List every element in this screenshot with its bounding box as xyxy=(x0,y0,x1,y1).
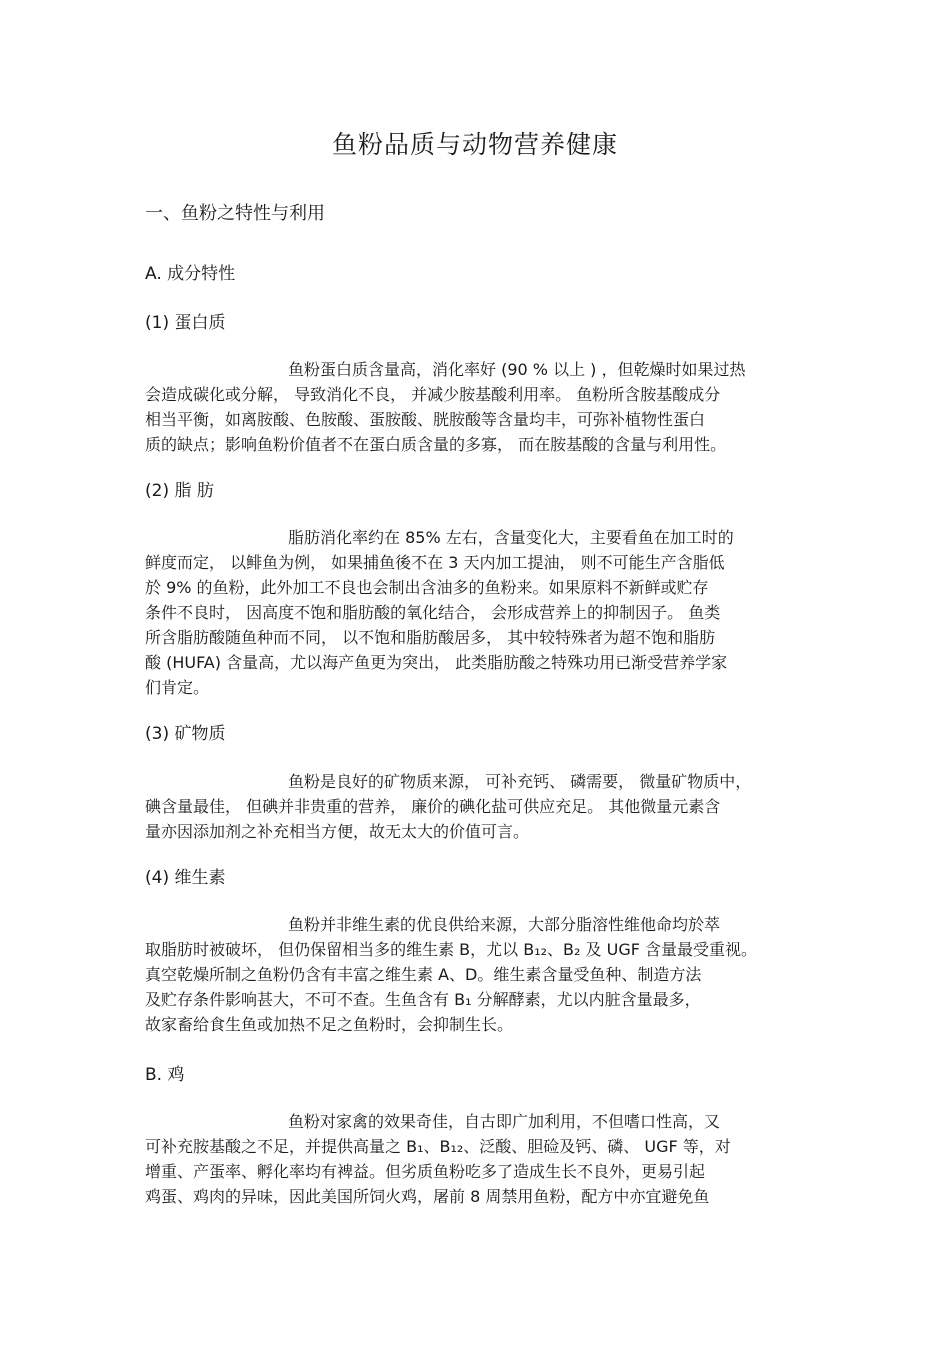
paragraph-line: 碘含量最佳， 但碘并非贵重的营养， 廉价的碘化盐可供应充足。 其他微量元素含 xyxy=(145,797,721,816)
paragraph-line: 相当平衡，如离胺酸、色胺酸、蛋胺酸、胱胺酸等含量均丰，可弥补植物性蛋白 xyxy=(145,410,706,429)
paragraph-line: 所含脂肪酸随鱼种而不同， 以不饱和脂肪酸居多， 其中较特殊者为超不饱和脂肪 xyxy=(145,628,716,647)
vitamin-heading: (4) 维生素 xyxy=(145,868,226,888)
paragraph-line: 鱼粉蛋白质含量高，消化率好 (90 % 以上 ) ，但乾燥时如果过热 xyxy=(288,360,746,379)
paragraph-line: 会造成碳化或分解， 导致消化不良， 并减少胺基酸利用率。 鱼粉所含胺基酸成分 xyxy=(145,385,721,404)
vitamin-paragraph xyxy=(145,912,810,1037)
paragraph-line: 量亦因添加剂之补充相当方便，故无太大的价值可言。 xyxy=(145,822,530,841)
paragraph-line: 条件不良时， 因高度不饱和脂肪酸的氧化结合， 会形成营养上的抑制因子。 鱼类 xyxy=(145,603,721,622)
paragraph-line: 酸 (HUFA) 含量高，尤以海产鱼更为突出， 此类脂肪酸之特殊功用已渐受营养学家 xyxy=(145,653,728,672)
paragraph-line: 及贮存条件影响甚大，不可不查。生鱼含有 B₁ 分解酵素，尤以内脏含量最多， xyxy=(145,990,701,1009)
subsection-b-heading: B. 鸡 xyxy=(145,1065,185,1085)
paragraph-line: 故家畜给食生鱼或加热不足之鱼粉时，会抑制生长。 xyxy=(145,1015,514,1034)
document-title: 鱼粉品质与动物营养健康 xyxy=(331,130,618,159)
chicken-paragraph xyxy=(145,1109,810,1209)
paragraph-line: 质的缺点；影响鱼粉价值者不在蛋白质含量的多寡， 而在胺基酸的含量与利用性。 xyxy=(145,435,727,454)
fat-paragraph xyxy=(145,525,810,700)
paragraph-line: 於 9% 的鱼粉，此外加工不良也会制出含油多的鱼粉来。如果原料不新鲜或贮存 xyxy=(145,578,709,597)
paragraph-line: 鱼粉是良好的矿物质来源， 可补充钙、 磷需要， 微量矿物质中， xyxy=(288,772,752,791)
paragraph-line: 取脂肪时被破坏， 但仍保留相当多的维生素 B，尤以 B₁₂、B₂ 及 UGF 含量最受重视。 xyxy=(145,940,758,959)
mineral-heading: (3) 矿物质 xyxy=(145,724,226,744)
subsection-a-heading: A. 成分特性 xyxy=(145,264,236,284)
paragraph-line: 真空乾燥所制之鱼粉仍含有丰富之维生素 A、D。维生素含量受鱼种、制造方法 xyxy=(145,965,702,984)
paragraph-line: 脂肪消化率约在 85% 左右，含量变化大，主要看鱼在加工时的 xyxy=(288,528,734,547)
protein-heading: (1) 蛋白质 xyxy=(145,313,226,333)
mineral-paragraph xyxy=(145,769,810,844)
paragraph-line: 鸡蛋、鸡肉的异味，因此美国所饲火鸡，屠前 8 周禁用鱼粉，配方中亦宜避免鱼 xyxy=(145,1187,710,1206)
fat-heading: (2) 脂 肪 xyxy=(145,481,214,501)
paragraph-line: 们肯定。 xyxy=(145,678,210,697)
paragraph-line: 鱼粉并非维生素的优良供给来源，大部分脂溶性维他命均於萃 xyxy=(288,915,721,934)
paragraph-line: 鲜度而定， 以鲱鱼为例， 如果捕鱼後不在 3 天内加工提油， 则不可能生产含脂低 xyxy=(145,553,725,572)
paragraph-line: 增重、产蛋率、孵化率均有裨益。但劣质鱼粉吃多了造成生长不良外，更易引起 xyxy=(145,1162,706,1181)
paragraph-line: 鱼粉对家禽的效果奇佳，自古即广加利用，不但嗜口性高，又 xyxy=(288,1112,721,1131)
section-heading: 一、鱼粉之特性与利用 xyxy=(145,203,325,224)
protein-paragraph xyxy=(145,357,810,457)
paragraph-line: 可补充胺基酸之不足，并提供高量之 B₁、B₁₂、泛酸、胆硷及钙、磷、 UGF 等，对 xyxy=(145,1137,731,1156)
